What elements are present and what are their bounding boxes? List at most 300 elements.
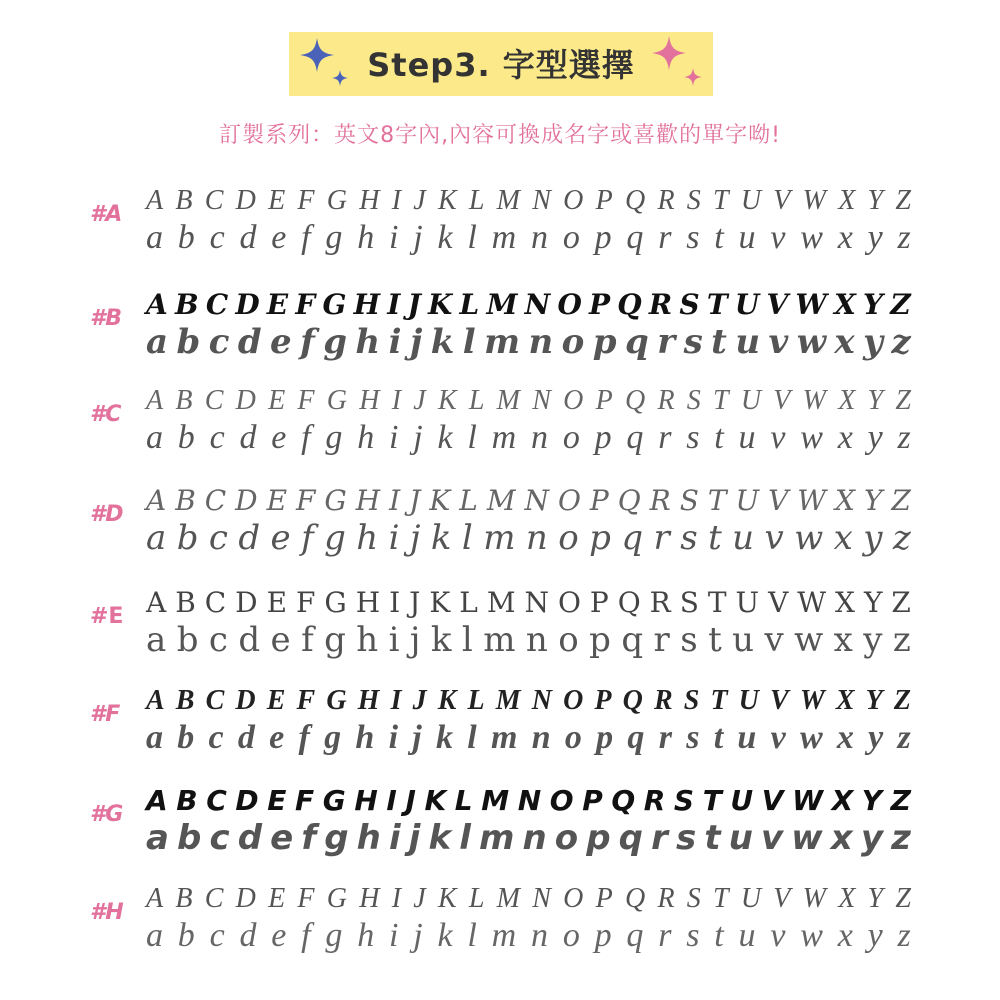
- glyph-lower-h: h: [356, 620, 379, 660]
- lowercase-line: [146, 620, 911, 660]
- glyph-upper-r: R: [649, 586, 671, 619]
- glyph-upper-o: O: [557, 484, 581, 517]
- glyph-lower-s: s: [686, 219, 700, 256]
- glyph-lower-a: a: [146, 322, 169, 362]
- glyph-upper-b: B: [175, 586, 196, 619]
- glyph-lower-g: g: [325, 419, 343, 456]
- glyph-lower-r: r: [658, 917, 672, 954]
- glyph-upper-s: S: [683, 685, 700, 716]
- glyph-upper-g: G: [322, 784, 346, 817]
- glyph-upper-h: H: [354, 784, 378, 817]
- glyph-lower-p: p: [589, 620, 611, 660]
- glyph-upper-i: I: [389, 586, 401, 619]
- glyph-upper-z: Z: [895, 883, 911, 914]
- glyph-lower-m: m: [483, 518, 516, 558]
- glyph-lower-k: k: [437, 219, 453, 256]
- glyph-lower-s: s: [683, 322, 703, 362]
- glyph-upper-t: T: [706, 288, 728, 321]
- glyph-lower-h: h: [356, 518, 379, 558]
- glyph-lower-d: d: [238, 620, 261, 660]
- glyph-upper-g: G: [322, 288, 347, 321]
- glyph-lower-f: f: [300, 322, 315, 362]
- glyph-upper-c: C: [204, 484, 227, 517]
- glyph-upper-u: U: [740, 385, 762, 416]
- glyph-upper-z: Z: [890, 784, 911, 817]
- glyph-upper-k: K: [437, 685, 457, 716]
- glyph-upper-u: U: [740, 185, 762, 216]
- uppercase-line: [146, 384, 911, 418]
- glyph-lower-m: m: [483, 620, 516, 660]
- glyph-upper-w: W: [795, 288, 827, 321]
- font-row-d[interactable]: [0, 484, 1000, 564]
- glyph-upper-r: R: [648, 288, 673, 321]
- glyph-lower-h: h: [356, 818, 381, 858]
- glyph-lower-t: t: [708, 620, 722, 660]
- glyph-upper-w: W: [797, 586, 827, 619]
- glyph-upper-t: T: [710, 685, 728, 716]
- font-row-f[interactable]: [0, 684, 1000, 764]
- glyph-lower-h: h: [357, 419, 375, 456]
- glyph-lower-e: e: [270, 322, 292, 362]
- glyph-upper-r: R: [657, 185, 675, 216]
- glyph-upper-k: K: [437, 385, 457, 416]
- lowercase-line: [146, 518, 911, 558]
- glyph-upper-m: M: [496, 883, 520, 914]
- lowercase-line: [146, 818, 911, 858]
- glyph-lower-w: w: [796, 322, 826, 362]
- glyph-upper-l: L: [468, 883, 485, 914]
- glyph-upper-n: N: [524, 484, 549, 517]
- glyph-lower-n: n: [531, 219, 549, 256]
- glyph-lower-u: u: [728, 818, 753, 858]
- glyph-upper-g: G: [324, 484, 347, 517]
- glyph-upper-p: P: [582, 784, 603, 817]
- glyph-lower-m: m: [478, 818, 515, 858]
- uppercase-line: [146, 882, 911, 916]
- glyph-upper-v: V: [768, 484, 789, 517]
- glyph-upper-y: Y: [863, 484, 883, 517]
- glyph-lower-m: m: [491, 419, 517, 456]
- glyph-lower-l: l: [459, 818, 471, 858]
- glyph-lower-c: c: [209, 219, 225, 256]
- glyph-upper-l: L: [459, 484, 478, 517]
- glyph-upper-d: D: [235, 385, 256, 416]
- glyph-lower-d: d: [237, 322, 262, 362]
- glyph-lower-q: q: [626, 419, 644, 456]
- glyph-upper-e: E: [266, 484, 288, 517]
- glyph-lower-i: i: [388, 518, 400, 558]
- glyph-upper-n: N: [524, 586, 549, 619]
- glyph-upper-s: S: [673, 784, 695, 817]
- glyph-upper-a: A: [146, 185, 164, 216]
- page-title: Step3. 字型選擇: [367, 46, 635, 84]
- glyph-upper-t: T: [713, 185, 729, 216]
- glyph-upper-b: B: [175, 185, 193, 216]
- glyph-lower-z: z: [892, 620, 911, 660]
- glyph-upper-e: E: [268, 883, 286, 914]
- glyph-upper-e: E: [266, 586, 288, 619]
- glyph-lower-x: x: [833, 518, 853, 558]
- glyph-lower-p: p: [586, 818, 611, 858]
- glyph-upper-w: W: [802, 883, 826, 914]
- glyph-upper-n: N: [517, 784, 542, 817]
- glyph-upper-o: O: [557, 586, 581, 619]
- glyph-lower-l: l: [467, 419, 477, 456]
- glyph-upper-k: K: [437, 883, 457, 914]
- uppercase-line: [146, 184, 911, 218]
- glyph-upper-a: A: [146, 484, 167, 517]
- glyph-lower-j: j: [408, 818, 421, 858]
- glyph-upper-d: D: [235, 185, 256, 216]
- glyph-upper-c: C: [204, 385, 224, 416]
- glyph-upper-y: Y: [863, 288, 884, 321]
- glyph-lower-o: o: [561, 322, 585, 362]
- sparkle-blue-small-icon: [332, 70, 348, 86]
- glyph-lower-g: g: [324, 620, 346, 660]
- glyph-lower-x: x: [836, 719, 854, 756]
- glyph-upper-j: J: [413, 385, 426, 416]
- glyph-upper-x: X: [835, 685, 855, 716]
- glyph-upper-x: X: [838, 385, 856, 416]
- glyph-lower-j: j: [409, 620, 421, 660]
- glyph-lower-e: e: [270, 818, 294, 858]
- glyph-lower-f: f: [301, 917, 311, 954]
- glyph-lower-o: o: [562, 917, 580, 954]
- glyph-upper-f: F: [297, 385, 315, 416]
- glyph-upper-a: A: [146, 685, 165, 716]
- glyph-upper-b: B: [176, 784, 198, 817]
- glyph-upper-k: K: [429, 586, 451, 619]
- glyph-lower-n: n: [528, 322, 554, 362]
- glyph-upper-c: C: [205, 288, 229, 321]
- glyph-upper-w: W: [797, 484, 827, 517]
- glyph-upper-l: L: [468, 185, 485, 216]
- glyph-lower-o: o: [554, 818, 579, 858]
- glyph-upper-j: J: [413, 883, 426, 914]
- glyph-upper-m: M: [496, 385, 520, 416]
- glyph-upper-x: X: [835, 586, 855, 619]
- font-row-c[interactable]: [0, 384, 1000, 464]
- glyph-upper-t: T: [702, 784, 722, 817]
- glyph-upper-o: O: [563, 883, 584, 914]
- glyph-upper-s: S: [679, 288, 700, 321]
- glyph-lower-g: g: [324, 818, 349, 858]
- uppercase-line: [146, 288, 911, 322]
- glyph-lower-l: l: [467, 719, 477, 756]
- sparkle-blue-large-icon: [300, 38, 334, 72]
- glyph-upper-o: O: [549, 784, 574, 817]
- glyph-lower-c: c: [208, 322, 230, 362]
- glyph-upper-p: P: [594, 685, 612, 716]
- glyph-upper-t: T: [713, 883, 729, 914]
- font-row-b[interactable]: [0, 288, 1000, 368]
- glyph-upper-y: Y: [867, 185, 884, 216]
- glyph-upper-f: F: [296, 484, 316, 517]
- glyph-upper-h: H: [359, 883, 380, 914]
- glyph-upper-y: Y: [863, 586, 883, 619]
- glyph-lower-y: y: [867, 917, 883, 954]
- glyph-lower-i: i: [389, 419, 399, 456]
- glyph-upper-v: V: [773, 385, 791, 416]
- glyph-upper-r: R: [649, 484, 671, 517]
- glyph-lower-b: b: [177, 419, 195, 456]
- glyph-upper-f: F: [296, 586, 316, 619]
- glyph-lower-x: x: [830, 818, 853, 858]
- glyph-upper-l: L: [459, 586, 478, 619]
- font-label: #B: [90, 306, 123, 331]
- glyph-lower-g: g: [324, 518, 346, 558]
- glyph-lower-o: o: [558, 620, 579, 660]
- glyph-lower-v: v: [764, 620, 784, 660]
- glyph-upper-p: P: [595, 385, 613, 416]
- glyph-upper-b: B: [175, 685, 195, 716]
- glyph-lower-f: f: [301, 620, 314, 660]
- glyph-lower-y: y: [868, 719, 884, 756]
- font-label: #E: [90, 604, 124, 629]
- glyph-lower-t: t: [714, 219, 724, 256]
- glyph-upper-s: S: [686, 385, 701, 416]
- sparkle-pink-small-icon: [684, 68, 702, 86]
- glyph-lower-j: j: [409, 518, 421, 558]
- glyph-upper-a: A: [146, 586, 167, 619]
- glyph-lower-u: u: [735, 322, 761, 362]
- glyph-upper-s: S: [686, 883, 701, 914]
- glyph-lower-i: i: [388, 818, 401, 858]
- glyph-lower-c: c: [208, 719, 224, 756]
- glyph-lower-m: m: [491, 917, 517, 954]
- glyph-lower-l: l: [467, 917, 477, 954]
- glyph-upper-n: N: [531, 685, 552, 716]
- glyph-upper-y: Y: [867, 883, 884, 914]
- glyph-upper-w: W: [802, 385, 826, 416]
- glyph-upper-l: L: [459, 288, 480, 321]
- glyph-lower-a: a: [146, 219, 163, 256]
- glyph-lower-b: b: [176, 518, 199, 558]
- glyph-lower-k: k: [430, 620, 452, 660]
- glyph-lower-y: y: [863, 322, 883, 362]
- glyph-lower-s: s: [686, 719, 700, 756]
- glyph-upper-z: Z: [891, 484, 911, 517]
- glyph-upper-i: I: [386, 784, 397, 817]
- glyph-upper-j: J: [405, 784, 416, 817]
- glyph-upper-c: C: [204, 586, 227, 619]
- glyph-upper-c: C: [204, 883, 224, 914]
- glyph-lower-s: s: [686, 917, 700, 954]
- glyph-lower-y: y: [867, 219, 883, 256]
- glyph-lower-k: k: [437, 419, 453, 456]
- glyph-upper-x: X: [834, 288, 856, 321]
- glyph-upper-g: G: [326, 185, 347, 216]
- glyph-upper-x: X: [831, 784, 854, 817]
- glyph-lower-v: v: [768, 322, 789, 362]
- glyph-lower-q: q: [621, 620, 644, 660]
- font-row-e[interactable]: [0, 586, 1000, 666]
- glyph-lower-b: b: [176, 620, 199, 660]
- glyph-upper-a: A: [146, 385, 164, 416]
- glyph-upper-j: J: [412, 685, 427, 716]
- glyph-lower-k: k: [430, 322, 455, 362]
- glyph-lower-w: w: [800, 917, 823, 954]
- glyph-lower-t: t: [708, 518, 722, 558]
- glyph-lower-u: u: [738, 419, 756, 456]
- glyph-lower-m: m: [490, 719, 518, 756]
- glyph-lower-y: y: [867, 419, 883, 456]
- glyph-upper-w: W: [792, 784, 823, 817]
- glyph-lower-o: o: [564, 719, 582, 756]
- glyph-lower-i: i: [388, 620, 400, 660]
- glyph-upper-u: U: [738, 685, 759, 716]
- font-row-a[interactable]: [0, 184, 1000, 264]
- glyph-lower-t: t: [711, 322, 727, 362]
- glyph-lower-z: z: [897, 419, 911, 456]
- glyph-upper-k: K: [428, 288, 453, 321]
- glyph-lower-u: u: [737, 719, 757, 756]
- glyph-lower-p: p: [592, 322, 617, 362]
- lowercase-line: [146, 218, 911, 258]
- glyph-upper-h: H: [359, 385, 380, 416]
- glyph-lower-p: p: [594, 219, 612, 256]
- glyph-lower-r: r: [653, 518, 670, 558]
- glyph-lower-k: k: [437, 917, 453, 954]
- glyph-upper-q: Q: [617, 484, 641, 517]
- glyph-lower-u: u: [738, 917, 756, 954]
- glyph-lower-w: w: [794, 620, 824, 660]
- font-row-h[interactable]: [0, 882, 1000, 962]
- glyph-upper-g: G: [326, 385, 347, 416]
- glyph-upper-q: Q: [617, 586, 641, 619]
- glyph-lower-t: t: [713, 719, 724, 756]
- glyph-upper-p: P: [589, 288, 611, 321]
- glyph-upper-k: K: [429, 484, 451, 517]
- glyph-lower-d: d: [237, 719, 255, 756]
- glyph-lower-a: a: [146, 818, 169, 858]
- glyph-lower-x: x: [833, 620, 853, 660]
- glyph-lower-n: n: [531, 419, 549, 456]
- glyph-lower-v: v: [770, 419, 786, 456]
- uppercase-line: [146, 484, 911, 518]
- glyph-upper-r: R: [643, 784, 666, 817]
- lowercase-line: [146, 916, 911, 956]
- glyph-lower-y: y: [863, 518, 883, 558]
- glyph-lower-f: f: [301, 419, 311, 456]
- glyph-lower-x: x: [837, 917, 853, 954]
- glyph-upper-x: X: [838, 185, 856, 216]
- glyph-lower-b: b: [176, 322, 201, 362]
- uppercase-line: [146, 586, 911, 620]
- font-label: #F: [90, 702, 121, 727]
- glyph-upper-s: S: [679, 484, 699, 517]
- glyph-lower-s: s: [675, 818, 697, 858]
- glyph-lower-f: f: [301, 818, 317, 858]
- glyph-lower-z: z: [897, 719, 911, 756]
- glyph-upper-b: B: [175, 385, 193, 416]
- glyph-upper-c: C: [206, 784, 227, 817]
- glyph-lower-q: q: [626, 219, 644, 256]
- glyph-upper-d: D: [235, 586, 258, 619]
- glyph-upper-f: F: [296, 685, 316, 716]
- glyph-upper-i: I: [391, 185, 402, 216]
- glyph-upper-z: Z: [891, 586, 911, 619]
- glyph-upper-u: U: [735, 484, 760, 517]
- glyph-upper-v: V: [773, 883, 791, 914]
- glyph-upper-c: C: [205, 685, 225, 716]
- font-label: #C: [90, 402, 122, 427]
- font-label: #A: [90, 202, 123, 227]
- glyph-lower-l: l: [461, 620, 473, 660]
- glyph-lower-x: x: [837, 419, 853, 456]
- uppercase-line: [146, 784, 911, 818]
- glyph-upper-z: Z: [890, 288, 911, 321]
- glyph-upper-e: E: [268, 185, 286, 216]
- glyph-upper-n: N: [532, 185, 551, 216]
- glyph-upper-q: Q: [611, 784, 636, 817]
- glyph-upper-a: A: [146, 883, 164, 914]
- glyph-lower-m: m: [484, 322, 521, 362]
- lowercase-line: [146, 718, 911, 758]
- glyph-upper-z: Z: [895, 385, 911, 416]
- glyph-upper-d: D: [235, 484, 258, 517]
- glyph-upper-z: Z: [893, 685, 911, 716]
- glyph-upper-p: P: [589, 484, 609, 517]
- glyph-upper-r: R: [653, 685, 673, 716]
- glyph-lower-h: h: [357, 219, 375, 256]
- subtitle: 訂製系列：英文8字內,內容可換成名字或喜歡的單字呦!: [219, 123, 781, 148]
- glyph-upper-u: U: [735, 586, 760, 619]
- glyph-lower-a: a: [146, 419, 163, 456]
- glyph-upper-o: O: [563, 185, 584, 216]
- font-label: #H: [90, 900, 124, 925]
- glyph-lower-n: n: [531, 917, 549, 954]
- glyph-lower-z: z: [897, 219, 911, 256]
- glyph-upper-q: Q: [622, 685, 643, 716]
- glyph-lower-p: p: [594, 917, 612, 954]
- glyph-lower-x: x: [834, 322, 855, 362]
- glyph-lower-b: b: [177, 219, 195, 256]
- glyph-lower-l: l: [467, 219, 477, 256]
- glyph-lower-f: f: [298, 719, 310, 756]
- glyph-lower-n: n: [522, 818, 547, 858]
- glyph-upper-l: L: [467, 685, 485, 716]
- glyph-upper-i: I: [391, 883, 402, 914]
- glyph-upper-i: I: [389, 484, 401, 517]
- glyph-lower-k: k: [430, 518, 452, 558]
- glyph-lower-c: c: [209, 917, 225, 954]
- glyph-lower-e: e: [269, 719, 285, 756]
- glyph-upper-x: X: [838, 883, 856, 914]
- glyph-lower-f: f: [301, 518, 314, 558]
- glyph-upper-v: V: [768, 586, 789, 619]
- glyph-lower-h: h: [357, 917, 375, 954]
- glyph-upper-e: E: [268, 385, 286, 416]
- glyph-upper-m: M: [495, 685, 521, 716]
- glyph-upper-s: S: [686, 185, 701, 216]
- font-row-g[interactable]: [0, 784, 1000, 864]
- glyph-upper-i: I: [390, 685, 402, 716]
- glyph-lower-d: d: [238, 518, 261, 558]
- glyph-lower-w: w: [800, 419, 823, 456]
- glyph-lower-n: n: [531, 719, 551, 756]
- glyph-upper-a: A: [146, 784, 168, 817]
- glyph-upper-d: D: [235, 288, 260, 321]
- glyph-lower-x: x: [837, 219, 853, 256]
- glyph-upper-m: M: [486, 288, 518, 321]
- glyph-lower-g: g: [325, 219, 343, 256]
- lowercase-line: [146, 322, 911, 362]
- glyph-lower-d: d: [239, 219, 257, 256]
- glyph-lower-i: i: [388, 719, 399, 756]
- glyph-lower-p: p: [589, 518, 611, 558]
- uppercase-line: [146, 684, 911, 718]
